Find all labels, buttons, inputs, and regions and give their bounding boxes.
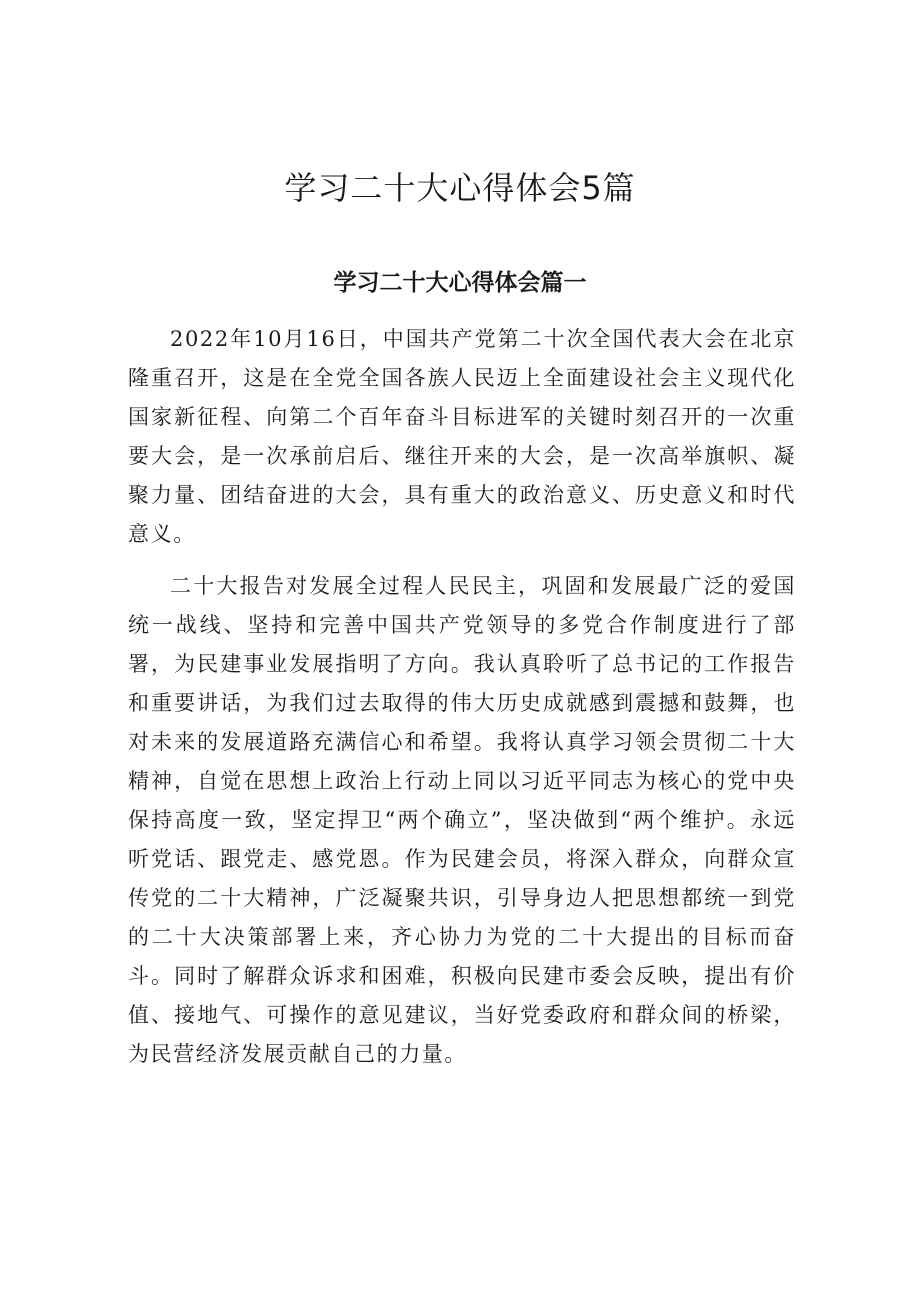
body-paragraph-1: 2022年10月16日，中国共产党第二十次全国代表大会在北京隆重召开，这是在全党全国各族人民迈上全面建设社会主义现代化国家新征程、向第二个百年奋斗目标进军的关键时刻召开的一次重要大会，是一次承前启后、继往开来的大会，是一次高举旗帜、凝聚力量、团结奋进的大会，具有重大的政治意义、历史意义和时代意义。 (128, 327, 796, 546)
section-title: 学习二十大心得体会篇一 (333, 270, 587, 296)
body-paragraph-2: 二十大报告对发展全过程人民民主，巩固和发展最广泛的爱国统一战线、坚持和完善中国共产党领导的多党合作制度进行了部署，为民建事业发展指明了方向。我认真聆听了总书记的工作报告和重要讲话，为我们过去取得的伟大历史成就感到震撼和鼓舞，也对未来的发展道路充满信心和希望。我将认真学习领会贯彻二十大精神，自觉在思想上政治上行动上同以习近平同志为核心的党中央保持高度一致，坚定捍卫“两个确立”，坚决做到“两个维护。永远听党话、跟党走、感党恩。作为民建会员，将深入群众，向群众宣传党的二十大精神，广泛凝聚共识，引导身边人把思想都统一到党的二十大决策部署上来，齐心协力为党的二十大提出的目标而奋斗。同时了解群众诉求和困难，积极向民建市委会反映，提出有价值、接地气、可操作的意见建议，当好党委政府和群众间的桥梁，为民营经济发展贡献自己的力量。 (128, 574, 796, 1066)
document-title: 学习二十大心得体会5篇 (284, 169, 636, 207)
